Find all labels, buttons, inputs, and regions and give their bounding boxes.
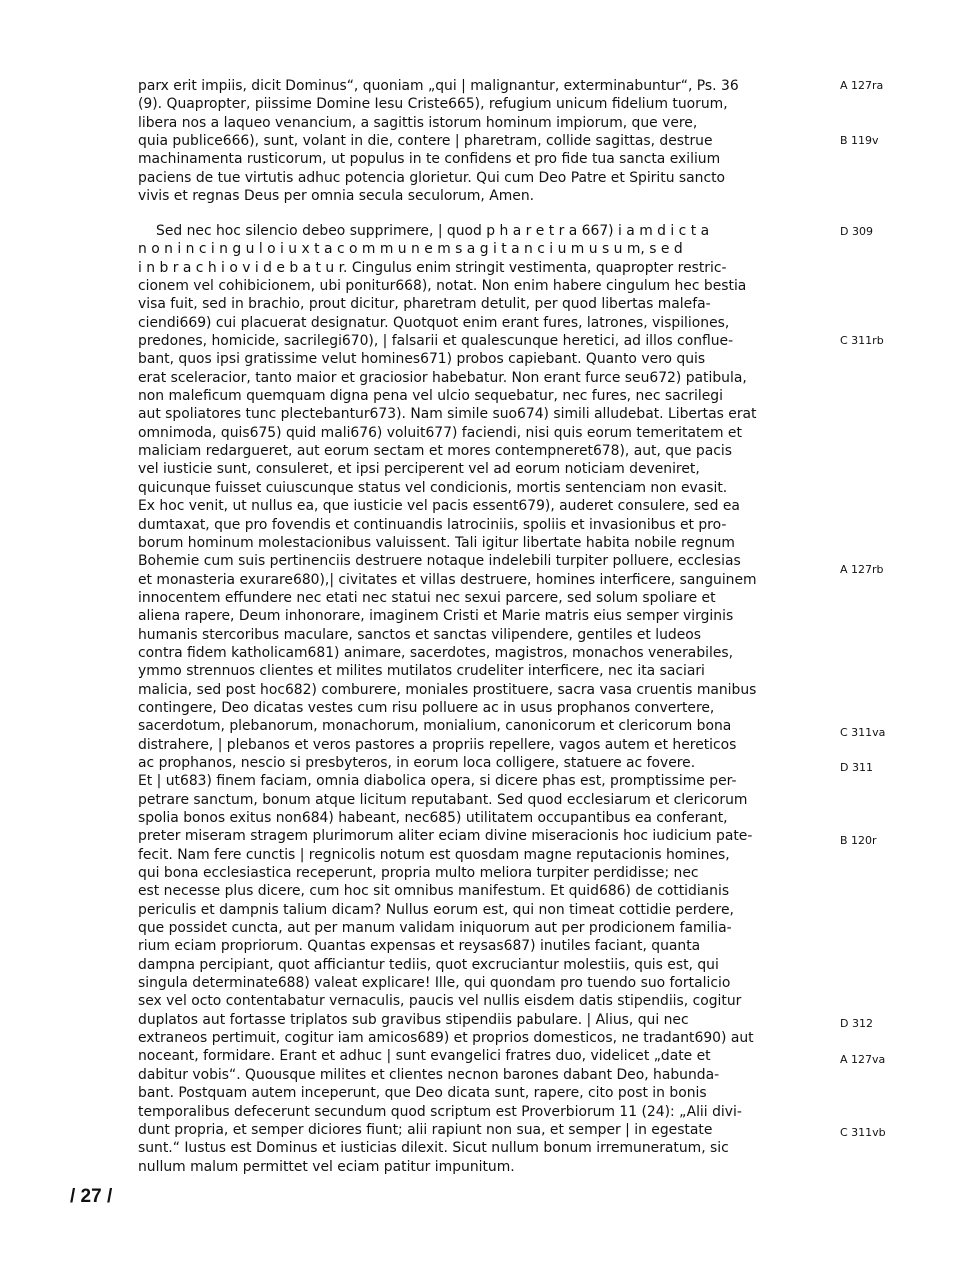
text-line: noceant, formidare. Erant et adhuc | sunt evangelici fratres duo, videlicet „date et bbox=[138, 1048, 711, 1065]
text-line: borum hominum molestacionibus valuissent. Tali igitur libertate habita nobile regnum bbox=[138, 534, 735, 551]
text-line: aliena rapere, Deum inhonorare, imaginem Cristi et Marie matris eius semper virginis bbox=[138, 608, 734, 625]
text-line bbox=[138, 1176, 828, 1194]
text-line: Sed nec hoc silencio debeo supprimere, | quod p h a r e t r a 667) i a m d i c t a bbox=[156, 223, 710, 239]
margin-note: C 311va bbox=[840, 726, 886, 739]
page-number: / 27 / bbox=[70, 1186, 113, 1207]
margin-note: D 312 bbox=[840, 1017, 873, 1030]
text-line: humanis stercoribus maculare, sanctos et sanctas vilipendere, gentiles et ludeos bbox=[138, 626, 702, 643]
text-line: sunt.“ Iustus est Dominus et iusticias dilexit. Sicut nullum bonum irremuneratum, sic bbox=[138, 1140, 729, 1157]
text-line: distrahere, | plebanos et veros pastores a propriis repellere, vagos autem et hereticos bbox=[138, 736, 737, 753]
paragraph-1 bbox=[138, 77, 828, 205]
text-line: dabitur vobis“. Quousque milites et clientes necnon barones dabant Deo, habunda- bbox=[138, 1066, 720, 1083]
text-line: n o n i n c i n g u l o i u x t a c o m m u n e m s a g i t a n c i u m u s u m, s e d bbox=[138, 241, 683, 258]
text-line: machinamenta rusticorum, ut populus in te confidens et pro fide tua sancta exilium bbox=[138, 151, 721, 168]
text-line: ymmo strennuos clientes et milites mutilatos crudeliter interficere, nec ita saciari bbox=[138, 663, 705, 680]
text-line: dampna percipiant, quot afficiantur tediis, quot excruciantur molestiis, quis est, qui bbox=[138, 956, 719, 973]
text-line: aut spoliatores tunc plectebantur673). Nam simile suo674) simili alludebat. Libertas erat bbox=[138, 406, 757, 423]
margin-note: C 311rb bbox=[840, 334, 884, 347]
text-line: ac prophanos, nescio si presbyteros, in eorum loca colligere, statuere ac fovere. bbox=[138, 754, 696, 771]
text-line: que possidet cuncta, aut per manum validam iniquorum aut per prodicionem familia- bbox=[138, 920, 732, 937]
text-line: temporalibus defecerunt secundum quod scriptum est Proverbiorum 11 (24): „Alii divi- bbox=[138, 1103, 742, 1120]
text-line: maliciam redargueret, aut eorum sectam et mores contempneret678), aut, que pacis bbox=[138, 443, 732, 460]
text-line: sex vel octo contentabatur vernaculis, paucis vel nullis eisdem datis stipendiis, cogitur bbox=[138, 993, 742, 1010]
paragraph-2 bbox=[138, 222, 828, 1194]
text-line: quia publice666), sunt, volant in die, contere | pharetram, collide sagittas, destrue bbox=[138, 133, 713, 150]
text-line: i n b r a c h i o v i d e b a t u r. Cingulus enim stringit vestimenta, quapropter restric- bbox=[138, 259, 727, 276]
text-line: bant. Postquam autem inceperunt, que Deo dicata sunt, rapere, cito post in bonis bbox=[138, 1085, 707, 1102]
text-line: sacerdotum, plebanorum, monachorum, monialium, canonicorum et clericorum bona bbox=[138, 718, 732, 735]
text-line: quicunque fuisset cuiuscunque status vel condicionis, mortis sentenciam non evasit. bbox=[138, 479, 728, 496]
text-line: innocentem effundere nec etati nec statui nec sexui parcere, sed solum spoliare et bbox=[138, 589, 716, 606]
text-line: preter miseram stragem plurimorum aliter eciam divine miseracionis hoc iudicium pate- bbox=[138, 828, 753, 845]
text-line: rium eciam propriorum. Quantas expensas et reysas687) inutiles faciant, quanta bbox=[138, 938, 701, 955]
margin-note: C 311vb bbox=[840, 1126, 886, 1139]
text-line: petrare sanctum, bonum atque licitum reputabant. Sed quod ecclesiarum et clericorum bbox=[138, 791, 748, 808]
text-line: non maleficum quemquam digna pena vel ulcio sequebatur, nec fures, nec sacrilegi bbox=[138, 388, 723, 405]
text-line: dumtaxat, que pro fovendis et continuandis latrociniis, spoliis et invasionibus et pro- bbox=[138, 516, 727, 533]
text-line: Ex hoc venit, ut nullus ea, que iusticie vel pacis essent679), auderet consulere, sed ea bbox=[138, 498, 740, 515]
text-line: Et | ut683) finem faciam, omnia diabolica opera, si dicere phas est, promptissime per- bbox=[138, 773, 737, 790]
text-line: vel iusticie sunt, consuleret, et ipsi perciperent vel ad eorum noticiam deveniret, bbox=[138, 461, 700, 478]
text-line: (9). Quapropter, piissime Domine Iesu Criste665), refugium unicum fidelium tuorum, bbox=[138, 96, 728, 113]
text-line: paciens de tue virtutis adhuc potencia glorietur. Qui cum Deo Patre et Spiritu sancto bbox=[138, 169, 726, 186]
text-line: spolia bonos exitus non684) habeant, nec685) utilitatem occupantibus ea conferant, bbox=[138, 810, 728, 826]
text-line: contingere, Deo dicatas vestes cum risu polluere ac in usus prophanos convertere, bbox=[138, 699, 715, 716]
margin-note: D 311 bbox=[840, 761, 873, 774]
text-line: ciendi669) cui placuerat designatur. Quotquot enim erant fures, latrones, vispiliones, bbox=[138, 314, 730, 331]
text-line: contra fidem katholicam681) animare, sacerdotes, magistros, monachos venerabiles, bbox=[138, 644, 734, 661]
text-line: vivis et regnas Deus per omnia secula seculorum, Amen. bbox=[138, 188, 535, 205]
text-line: singula determinate688) valeat explicare! Ille, qui quondam pro tuendo suo fortalicio bbox=[138, 975, 731, 992]
text-line: erat sceleracior, tanto maior et graciosior habebatur. Non erant furce seu672) patibula, bbox=[138, 369, 747, 386]
text-line: parx erit impiis, dicit Dominus“, quoniam „qui | malignantur, exterminabuntur“, Ps. 36 bbox=[138, 78, 739, 94]
text-line: predones, homicide, sacrilegi670), | falsarii et qualescunque heretici, ad illos conflue- bbox=[138, 333, 734, 350]
text-line: qui bona ecclesiastica receperunt, propria multo meliora turpiter perdidisse; nec bbox=[138, 865, 699, 882]
margin-note: A 127rb bbox=[840, 563, 884, 576]
text-line: est necesse plus dicere, cum hoc sit omnibus manifestum. Et quid686) de cottidianis bbox=[138, 883, 730, 900]
text-line: extraneos pertimuit, cogitur iam amicos689) et proprios domesticos, ne tradant690) aut bbox=[138, 1030, 754, 1047]
text-line: Bohemie cum suis pertinenciis destruere notaque indelebili turpiter polluere, ecclesias bbox=[138, 553, 741, 570]
text-line: dunt propria, et semper diciores fiunt; alii rapiunt non sua, et semper | in egestate bbox=[138, 1121, 713, 1138]
text-line: nullum malum permittet vel eciam patitur impunitum. bbox=[138, 1158, 515, 1175]
text-line: libera nos a laqueo venancium, a sagittis istorum hominum impiorum, que vere, bbox=[138, 114, 698, 131]
text-line: fecit. Nam fere cunctis | regnicolis notum est quosdam magne reputacionis homines, bbox=[138, 846, 730, 863]
margin-note: B 119v bbox=[840, 134, 879, 147]
text-line: et monasteria exurare680),| civitates et villas destruere, homines interficere, sanguinem bbox=[138, 571, 757, 588]
text-line: bant, quos ipsi gratissime velut homines671) probos capiebant. Quanto vero quis bbox=[138, 351, 706, 368]
margin-note: A 127va bbox=[840, 1053, 886, 1066]
text-line: malicia, sed post hoc682) comburere, moniales prostituere, sacra vasa cruentis manibus bbox=[138, 681, 757, 698]
text-line: visa fuit, sed in brachio, prout dicitur, pharetram detulit, per quod libertas malefa- bbox=[138, 296, 711, 313]
margin-note: A 127ra bbox=[840, 79, 884, 92]
text-line: cionem vel cohibicionem, ubi ponitur668), notat. Non enim habere cingulum hec bestia bbox=[138, 278, 747, 295]
margin-note: D 309 bbox=[840, 225, 873, 238]
margin-note: B 120r bbox=[840, 834, 877, 847]
text-line: omnimoda, quis675) quid mali676) voluit677) faciendi, nisi quis eorum temeritatem et bbox=[138, 424, 742, 441]
text-line: duplatos aut fortasse triplatos sub gravibus stipendiis pabulare. | Alius, qui nec bbox=[138, 1011, 689, 1028]
text-line: periculis et dampnis talium dicam? Nullus eorum est, qui non timeat cottidie perdere, bbox=[138, 901, 734, 918]
